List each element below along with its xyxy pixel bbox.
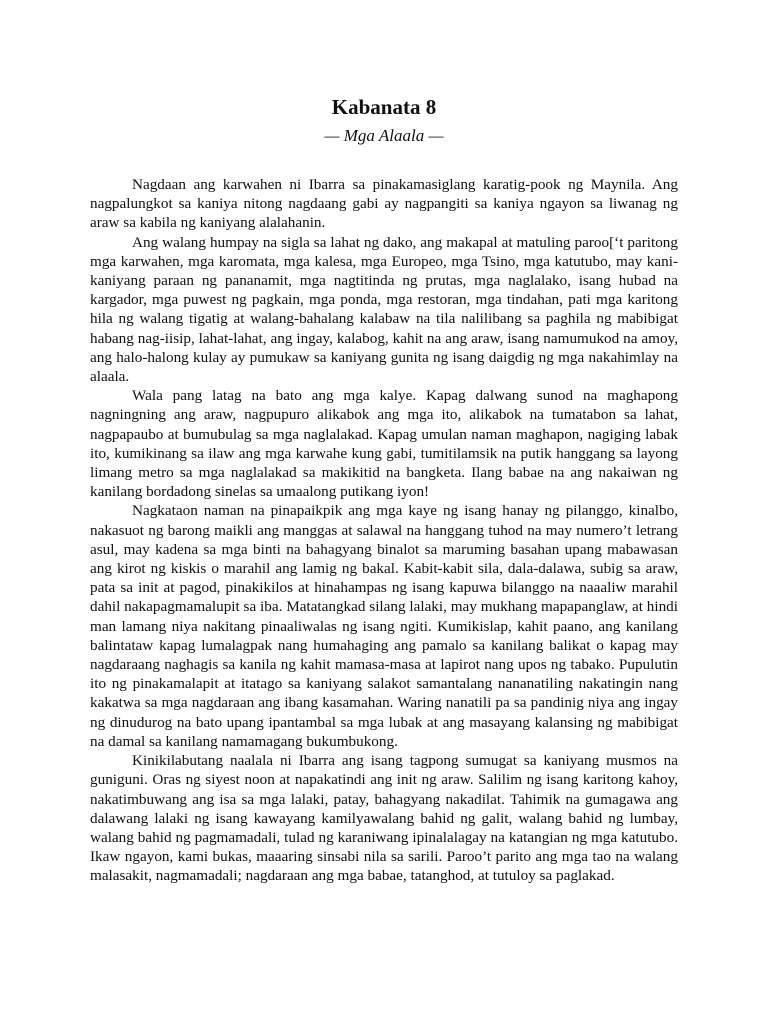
paragraph: Ang walang humpay na sigla sa lahat ng dako, ang makapal at matuling paroo[‘t paritong mga karwahen, mga karomata, mga kalesa, mga Europeo, mga Tsino, mga katutubo, may kani-kaniyang paraan ng pananamit, mga nagtitinda ng prutas, mga naglalako, isang hubad na kargador, mga puwest ng pagkain, mga ponda, mga restoran, mga tindahan, pati mga karitong hila ng walang tigatig at walang-bahalang kalabaw na tila nalilibang sa paghila ng mabibigat habang nag-iisip, lahat-lahat, ang ingay, kalabog, kahit na ang araw, isang namumukod na amoy, ang halo-halong kulay ay pumukaw sa kaniyang gunita ng isang daigdig ng mga nakahimlay na alaala. [90,233,678,386]
paragraph: Wala pang latag na bato ang mga kalye. Kapag dalwang sunod na maghapong nagningning ang araw, nagpupuro alikabok ang mga ito, alikabok na tumatabon sa lahat, nagpapaubo at bumubulag sa mga naglalakad. Kapag umulan naman maghapon, nagiging labak ito, kumikinang sa ilaw ang mga karwahe kung gabi, tumitilamsik na putik hanggang sa layong limang metro sa mga naglalakad sa makikitid na bangketa. Ilang babae na ang nakaiwan ng kanilang bordadong sinelas sa umaalong putikang iyon! [90,387,678,501]
chapter-body [90,175,678,886]
paragraph: Nagkataon naman na pinapaikpik ang mga kaye ng isang hanay ng pilanggo, kinalbo, nakasuot ng barong maikli ang manggas at salawal na hanggang tuhod na may numero’t letrang asul, may kadena sa mga binti na bahagyang binalot sa maruming basahan upang mabawasan ang kirot ng kiskis o marahil ang lamig ng bakal. Kabit-kabit sila, dala-dalawa, subig sa araw, pata sa init at pagod, pinakikilos at hinahampas ng isang kapuwa bilanggo na naaaliw marahil dahil nakapagmamalupit sa iba. Matatangkad silang lalaki, may mukhang mapapanglaw, at hindi man lamang niya nakitang pinaaliwalas ng isang ngiti. Kumikislap, kahit paano, ang kanilang balintataw kapag lumalagpak nang humahaging ang pamalo sa kanilang balikat o kapag may nagdaraang naghagis sa kanila ng kahit mamasa-masa at lapirot nang upos ng tabako. Pupulutin ito ng pinakamalapit at itatago sa kaniyang salakot samantalang nananatiling nakatingin nang kakatwa sa mga nagdaraan ang ibang kasamahan. Waring nanatili pa sa pandinig niya ang ingay ng dinudurog na bato upang ipantambal sa mga lubak at ang masayang kalansing ng mabibigat na damal sa kanilang namamagang bukumbukong. [90,502,678,750]
chapter-title: Kabanata 8 [331,95,437,119]
document-page [90,93,678,886]
paragraph: Nagdaan ang karwahen ni Ibarra sa pinakamasiglang karatig-pook ng Maynila. Ang nagpalungkot sa kaniya nitong nagdaang gabi ay nagpangiti sa kaniya ngayon sa liwanag ng araw sa kabila ng kaniyang alalahanin. [90,176,678,232]
chapter-subtitle: — Mga Alaala — [324,126,444,145]
paragraph: Kinikilabutang naalala ni Ibarra ang isang tagpong sumugat sa kaniyang musmos na guniguni. Oras ng siyest noon at napakatindi ang init ng araw. Salilim ng isang karitong kahoy, nakatimbuwang ang isa sa mga lalaki, patay, bahagyang nakadilat. Tahimik na gumagawa ang dalawang lalaki ng isang kawayang kamilyawalang bahid ng galit, walang bahid ng lumbay, walang bahid ng pagmamadali, tulad ng karaniwang ipinalalagay na katangian ng mga katutubo. Ikaw ngayon, kami bukas, maaaring sinsabi nila sa sarili. Paroo’t parito ang mga tao na walang malasakit, nagmamadali; nagdaraan ang mga babae, tatanghod, at tutuloy sa paglakad. [90,752,678,885]
